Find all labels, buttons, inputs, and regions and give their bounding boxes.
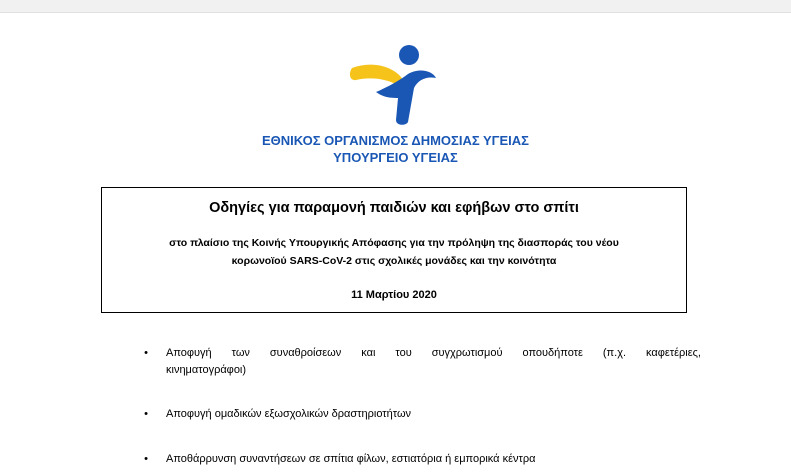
document-subtitle — [124, 234, 664, 270]
document-title-box — [101, 187, 687, 313]
list-item-text: Αποφυγή ομαδικών εξωσχολικών δραστηριοτήτων — [166, 408, 412, 420]
subtitle-line-2: κορωνοϊού SARS-CoV-2 στις σχολικές μονάδες και την κοινότητα — [231, 255, 557, 267]
organization-name: ΕΘΝΙΚΟΣ ΟΡΓΑΝΙΣΜΟΣ ΔΗΜΟΣΙΑΣ ΥΓΕΙΑΣ — [262, 133, 529, 148]
page-top-edge — [0, 0, 791, 13]
bullet-icon: • — [144, 453, 148, 465]
list-item-text: Αποθάρρυνση συναντήσεων σε σπίτια φίλων, εστιατόρια ή εμπορικά κέντρα — [166, 453, 536, 465]
list-item-line-2: κινηματογράφοι) — [166, 364, 247, 376]
list-item-line-1: Αποφυγή των συναθροίσεων και του συγχρωτισμού οπουδήποτε (π.χ. καφετέριες, — [166, 347, 701, 359]
document-date: 11 Μαρτίου 2020 — [351, 289, 437, 301]
list-item-text — [166, 345, 701, 379]
logo-blue-dot — [399, 45, 419, 65]
eody-logo — [346, 44, 438, 126]
document-title: Οδηγίες για παραμονή παιδιών και εφήβων στο σπίτι — [209, 200, 579, 216]
ministry-name: ΥΠΟΥΡΓΕΙΟ ΥΓΕΙΑΣ — [333, 150, 458, 165]
bullet-icon: • — [144, 347, 148, 359]
subtitle-line-1: στο πλαίσιο της Κοινής Υπουργικής Απόφασης για την πρόληψη της διασποράς του νέου — [169, 237, 619, 249]
bullet-icon: • — [144, 408, 148, 420]
